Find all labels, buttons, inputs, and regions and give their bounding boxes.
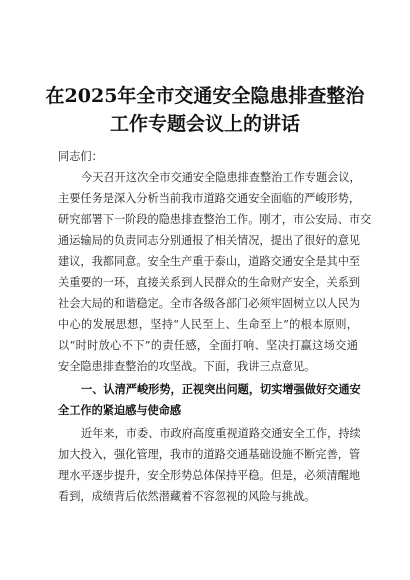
document-title-line-2: 工作专题会议上的讲话 xyxy=(109,113,300,135)
paragraph-1-line: 社会大局的和谐稳定。全市各级各部门必须牢固树立以人民为 xyxy=(58,297,361,310)
paragraph-1-line: 研究部署下一阶段的隐患排查整治工作。刚才，市公安局、市交 xyxy=(58,213,372,226)
salutation: 同志们： xyxy=(58,150,103,163)
document-title-line-1: 在2025年全市交通安全隐患排查整治 xyxy=(45,85,365,107)
paragraph-2-line: 理水平逐步提升，安全形势总体保持平稳。但是，必须清醒地 xyxy=(58,469,361,482)
section-heading-1-line: 全工作的紧迫感与使命感 xyxy=(58,403,182,417)
paragraph-2-line: 看到，成绩背后依然潜藏着不容忽视的风险与挑战。 xyxy=(58,490,316,503)
paragraph-1-line: 关重要的一环，直接关系到人民群众的生命财产安全，关系到 xyxy=(58,276,361,289)
paragraph-1-line: 建议，我都同意。安全生产重于泰山，道路交通安全是其中至 xyxy=(58,255,361,268)
section-heading-1-line: 一、认清严峻形势，正视突出问题，切实增强做好交通安 xyxy=(81,382,361,396)
paragraph-2-line: 加大投入，强化管理，我市的道路交通基础设施不断完善，管 xyxy=(58,448,361,461)
paragraph-1-line: 今天召开这次全市交通安全隐患排查整治工作专题会议， xyxy=(81,171,361,184)
paragraph-2-line: 近年来，市委、市政府高度重视道路交通安全工作，持续 xyxy=(81,427,361,440)
paragraph-1-line: 以“时时放心不下”的责任感，全面打响、坚决打赢这场交通 xyxy=(58,339,358,352)
paragraph-1-line: 通运输局的负责同志分别通报了相关情况，提出了很好的意见 xyxy=(58,234,361,247)
paragraph-1-line: 安全隐患排查整治的攻坚战。下面，我讲三点意见。 xyxy=(58,360,316,373)
paragraph-1-line: 主要任务是深入分析当前我市道路交通安全面临的严峻形势， xyxy=(58,192,361,205)
paragraph-1-line: 中心的发展思想，坚持“人民至上、生命至上”的根本原则， xyxy=(58,318,358,331)
